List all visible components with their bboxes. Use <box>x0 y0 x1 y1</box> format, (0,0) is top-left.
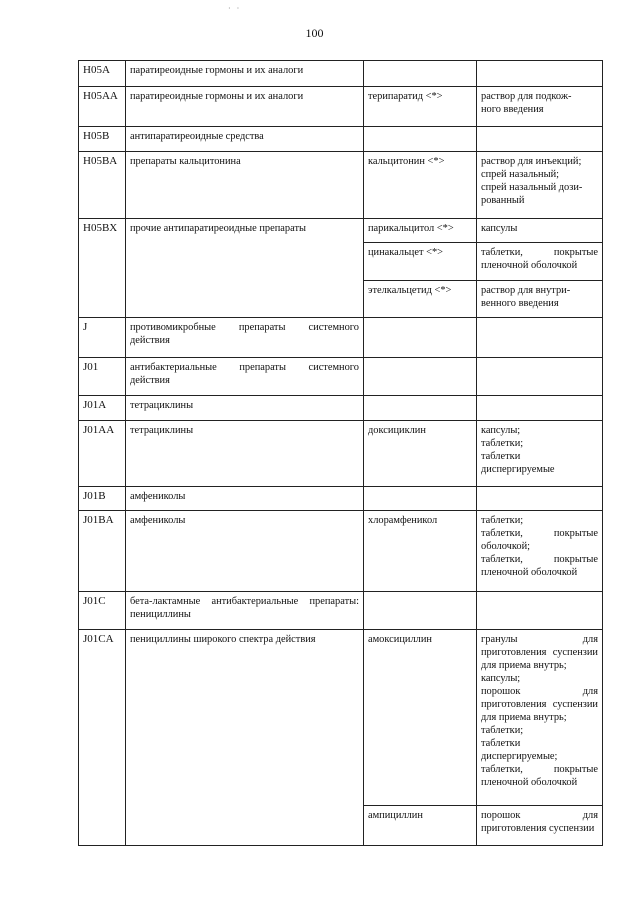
group-name: пенициллины широкого спектра действия <box>126 630 364 846</box>
atc-code: H05AA <box>79 87 126 127</box>
dosage-form <box>477 396 603 421</box>
atc-code: J01 <box>79 358 126 396</box>
table-row <box>79 421 603 487</box>
atc-code: J01B <box>79 487 126 511</box>
dosage-form <box>477 358 603 396</box>
dosage-form: капсулы; таблетки; таблетки диспергируемые <box>477 421 603 487</box>
group-name: амфениколы <box>126 487 364 511</box>
atc-code: J01A <box>79 396 126 421</box>
table-row <box>79 219 603 243</box>
dosage-form: таблетки, покрытые пленочной оболочкой <box>477 243 603 281</box>
group-name: паратиреоидные гормоны и их аналоги <box>126 61 364 87</box>
table-row <box>79 87 603 127</box>
drug-name <box>364 592 477 630</box>
atc-code: J01CA <box>79 630 126 846</box>
drug-name: этелкальцетид <*> <box>364 281 477 318</box>
group-name: противомикробные препараты системного действия <box>126 318 364 358</box>
dosage-form: гранулы для приготовления суспензии для приема внутрь; капсулы; порошок для приготовления суспензии для приема внутрь; таблетки; таблетки диспергируемые; таблетки, покрытые пленочной оболочкой <box>477 630 603 806</box>
table-row <box>79 127 603 152</box>
drug-name: хлорамфеникол <box>364 511 477 592</box>
drug-name: терипаратид <*> <box>364 87 477 127</box>
drug-classification-table <box>78 60 603 846</box>
dosage-form <box>477 592 603 630</box>
atc-code: J01BA <box>79 511 126 592</box>
group-name: прочие антипаратиреоидные препараты <box>126 219 364 318</box>
atc-code: J <box>79 318 126 358</box>
group-name: тетрациклины <box>126 396 364 421</box>
atc-code: J01C <box>79 592 126 630</box>
group-name: тетрациклины <box>126 421 364 487</box>
scan-mark: · · <box>228 4 242 13</box>
group-name: амфениколы <box>126 511 364 592</box>
drug-name: парикальцитол <*> <box>364 219 477 243</box>
page-number: 100 <box>305 26 324 40</box>
dosage-form: таблетки; таблетки, покрытые оболочкой; таблетки, покрытые пленочной оболочкой <box>477 511 603 592</box>
atc-code: H05A <box>79 61 126 87</box>
group-name: бета-лактамные антибактериальные препараты: пенициллины <box>126 592 364 630</box>
drug-name: амоксициллин <box>364 630 477 806</box>
dosage-form <box>477 318 603 358</box>
dosage-form <box>477 127 603 152</box>
drug-name <box>364 127 477 152</box>
atc-code: H05B <box>79 127 126 152</box>
dosage-form: раствор для внутри- венного введения <box>477 281 603 318</box>
atc-code: H05BA <box>79 152 126 219</box>
table-row <box>79 358 603 396</box>
table-row <box>79 511 603 592</box>
table-row <box>79 630 603 806</box>
table-row <box>79 592 603 630</box>
group-name: антибактериальные препараты системного действия <box>126 358 364 396</box>
table-row <box>79 152 603 219</box>
table-row <box>79 61 603 87</box>
drug-name: кальцитонин <*> <box>364 152 477 219</box>
table-row <box>79 487 603 511</box>
drug-name <box>364 396 477 421</box>
atc-code: J01AA <box>79 421 126 487</box>
drug-name: цинакальцет <*> <box>364 243 477 281</box>
dosage-form: раствор для инъекций; спрей назальный; спрей назальный дози- рованный <box>477 152 603 219</box>
drug-name <box>364 61 477 87</box>
table-row <box>79 318 603 358</box>
dosage-form <box>477 61 603 87</box>
group-name: антипаратиреоидные средства <box>126 127 364 152</box>
group-name: паратиреоидные гормоны и их аналоги <box>126 87 364 127</box>
atc-code: H05BX <box>79 219 126 318</box>
drug-name <box>364 487 477 511</box>
drug-name: ампициллин <box>364 806 477 846</box>
dosage-form: раствор для подкож- ного введения <box>477 87 603 127</box>
dosage-form <box>477 487 603 511</box>
dosage-form: порошок для приготовления суспензии <box>477 806 603 846</box>
drug-name: доксициклин <box>364 421 477 487</box>
group-name: препараты кальцитонина <box>126 152 364 219</box>
drug-name <box>364 318 477 358</box>
drug-name <box>364 358 477 396</box>
dosage-form: капсулы <box>477 219 603 243</box>
table-row <box>79 396 603 421</box>
